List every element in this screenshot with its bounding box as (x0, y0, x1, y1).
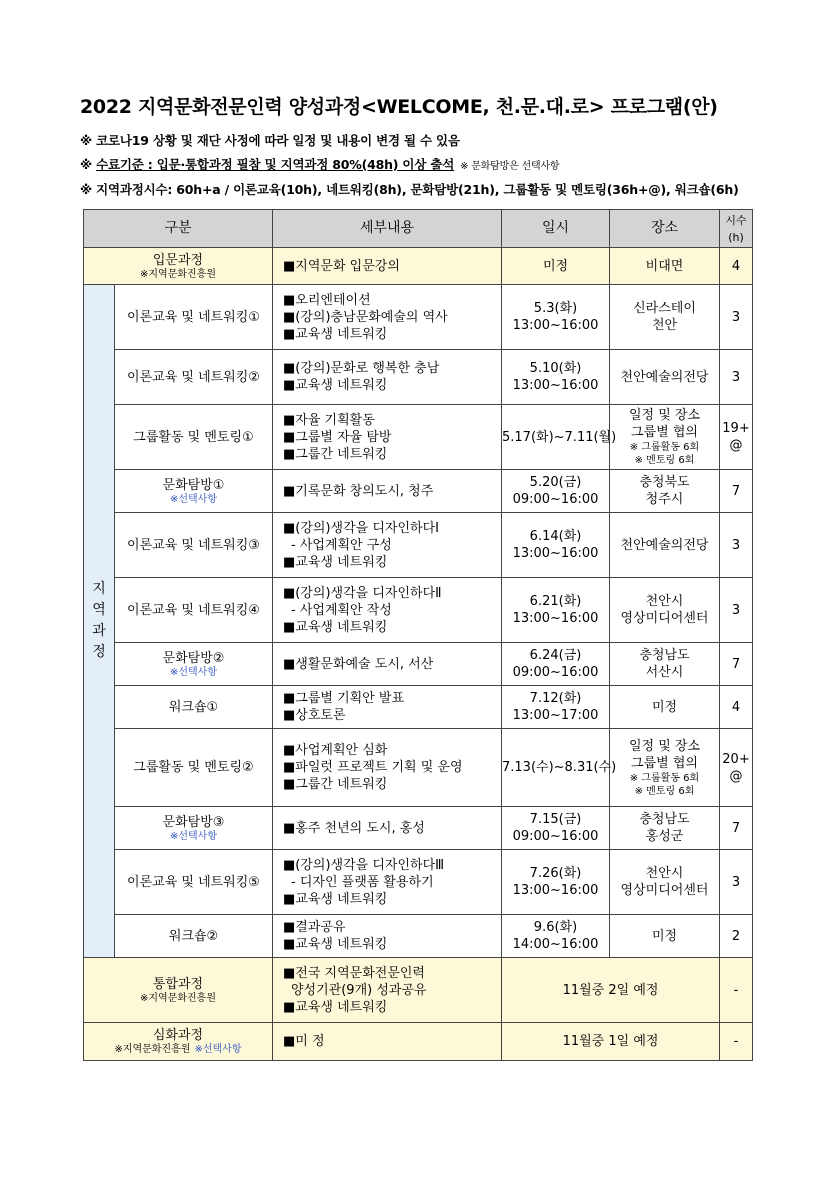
row-name: 워크숍① (168, 699, 219, 715)
detail-line: ■결과공유 (283, 920, 346, 935)
row-category (115, 729, 273, 807)
row-name: 이론교육 및 네트워킹③ (127, 537, 260, 553)
date-line: 13:00~16:00 (512, 611, 599, 626)
detail-line: ■교육생 네트워킹 (283, 326, 388, 342)
detail-line: ■(강의)생각을 디자인하다Ⅲ (283, 857, 445, 873)
row-name: 그룹활동 및 멘토링① (133, 429, 254, 445)
date-line: 09:00~16:00 (512, 829, 599, 844)
hours-line: @ (729, 438, 743, 453)
detail-line: ■그룹간 네트워킹 (283, 446, 388, 462)
row-detail (273, 578, 502, 643)
row-hours (720, 350, 753, 405)
row-category (115, 470, 273, 513)
row-category (115, 513, 273, 578)
row-name: 문화탐방③ (162, 814, 225, 830)
note-completion (80, 155, 559, 173)
integrated-sub: ※지역문화진흥원 (140, 992, 216, 1004)
detail-line: ■교육생 네트워킹 (283, 999, 388, 1015)
row-detail (273, 915, 502, 958)
detail-line: ■(강의)생각을 디자인하다Ⅱ (283, 585, 442, 601)
place-sub-line: ※ 그룹활동 6회 (629, 442, 700, 453)
place-line: 신라스테이 (633, 301, 696, 316)
date-line: 13:00~16:00 (512, 546, 599, 561)
intro-name: 입문과정 (152, 252, 204, 268)
row-date (502, 686, 610, 729)
place-line: 미정 (651, 699, 678, 715)
intro-date: 미정 (502, 248, 610, 285)
detail-line: ■상호토론 (283, 708, 346, 723)
table-header-row (84, 210, 753, 248)
date-line: 13:00~16:00 (512, 378, 599, 393)
table-row (84, 405, 753, 470)
table-row (84, 513, 753, 578)
header-detail: 세부내용 (273, 210, 502, 248)
row-place (610, 807, 720, 850)
place-line: 그룹별 협의 (631, 425, 698, 440)
note-hours: ※ 지역과정시수: 60h+a / 이론교육(10h), 네트워킹(8h), 문화탐방(21h), 그룹활동 및 멘토링(36h+@), 워크숍(6h) (80, 182, 739, 197)
row-place (610, 578, 720, 643)
row-date (502, 915, 610, 958)
hours-line: 3 (731, 537, 741, 553)
row-detail (273, 729, 502, 807)
row-sub: ※선택사항 (169, 493, 218, 505)
row-hours (720, 850, 753, 915)
date-line: 5.20(금) (529, 475, 582, 490)
detail-line: - 디자인 플랫폼 활용하기 (291, 874, 434, 890)
row-detail (273, 807, 502, 850)
row-detail (273, 513, 502, 578)
detail-line: ■생활문화예술 도시, 서산 (283, 656, 434, 672)
row-place (610, 915, 720, 958)
row-category (115, 578, 273, 643)
region-label-char: 정 (92, 644, 106, 660)
row-place (610, 513, 720, 578)
place-line: 일정 및 장소 (628, 408, 701, 423)
detail-line: ■홍주 천년의 도시, 홍성 (283, 820, 425, 836)
date-line: 13:00~16:00 (512, 883, 599, 898)
place-line: 충청남도 (639, 812, 690, 827)
date-line: 6.24(금) (529, 648, 582, 663)
detail-line: ■그룹별 자율 탐방 (283, 429, 392, 445)
date-line: 13:00~17:00 (512, 708, 599, 723)
row-hours (720, 470, 753, 513)
row-hours (720, 405, 753, 470)
table-row (84, 578, 753, 643)
date-line: 13:00~16:00 (512, 318, 599, 333)
table-row-advanced (84, 1023, 753, 1061)
hours-line: 3 (731, 602, 741, 618)
detail-line: ■교육생 네트워킹 (283, 378, 388, 393)
table-row (84, 850, 753, 915)
row-place (610, 729, 720, 807)
row-date (502, 513, 610, 578)
hours-line: 3 (731, 369, 741, 385)
detail-line: 양성기관(9개) 성과공유 (291, 982, 427, 998)
detail-line: - 사업계획안 작성 (291, 602, 392, 618)
table-row (84, 470, 753, 513)
place-line: 천안시 (645, 594, 684, 609)
note-completion-main: 수료기준 : 입문·통합과정 필참 및 지역과정 80%(48h) 이상 출석 (96, 157, 455, 172)
detail-line: ■오리엔테이션 (283, 292, 371, 308)
table-row-integrated (84, 958, 753, 1023)
integrated-hours: - (720, 958, 753, 1023)
detail-line: ■교육생 네트워킹 (283, 554, 388, 570)
row-date (502, 350, 610, 405)
row-name: 이론교육 및 네트워킹① (127, 309, 260, 325)
advanced-date: 11월중 1일 예정 (502, 1023, 720, 1061)
row-place (610, 686, 720, 729)
header-category: 구분 (84, 210, 273, 248)
row-place (610, 850, 720, 915)
row-hours (720, 643, 753, 686)
row-detail (273, 470, 502, 513)
place-line: 충청남도 (639, 648, 690, 663)
intro-hours: 4 (720, 248, 753, 285)
table-row (84, 285, 753, 350)
row-category (115, 915, 273, 958)
date-line: 7.12(화) (529, 691, 582, 706)
hours-line: 7 (731, 820, 741, 836)
detail-line: ■교육생 네트워킹 (283, 619, 388, 635)
table-row (84, 686, 753, 729)
row-hours (720, 513, 753, 578)
row-hours (720, 686, 753, 729)
region-label-char: 역 (92, 602, 106, 618)
row-detail (273, 686, 502, 729)
place-line: 청주시 (645, 492, 684, 507)
place-line: 영상미디어센터 (620, 611, 709, 626)
row-date (502, 285, 610, 350)
hours-line: 2 (731, 928, 741, 944)
table-row (84, 643, 753, 686)
table-row-intro (84, 248, 753, 285)
row-category (115, 405, 273, 470)
row-name: 그룹활동 및 멘토링② (133, 760, 254, 775)
row-date (502, 643, 610, 686)
place-sub-line: ※ 그룹활동 6회 (629, 772, 700, 784)
intro-place: 비대면 (610, 248, 720, 285)
detail-line: ■사업계획안 심화 (283, 743, 388, 758)
row-name: 문화탐방① (162, 477, 225, 493)
row-date (502, 807, 610, 850)
detail-line: ■전국 지역문화전문인력 (283, 965, 425, 981)
hours-line: 7 (731, 483, 741, 499)
place-line: 천안 (651, 318, 678, 333)
table-row (84, 915, 753, 958)
row-hours (720, 915, 753, 958)
note-completion-prefix: ※ (80, 157, 97, 172)
row-place (610, 405, 720, 470)
date-line: 14:00~16:00 (512, 937, 599, 952)
advanced-name: 심화과정 (152, 1028, 204, 1043)
integrated-date: 11월중 2일 예정 (502, 958, 720, 1023)
row-place (610, 470, 720, 513)
advanced-sub2: ※선택사항 (194, 1044, 242, 1055)
date-line: 6.14(화) (529, 529, 582, 544)
date-line: 5.10(화) (529, 361, 582, 376)
hours-line: 20+ (722, 751, 750, 767)
place-line: 충청북도 (639, 475, 690, 490)
detail-line: ■그룹별 기획안 발표 (283, 691, 405, 706)
row-name: 워크숍② (168, 928, 219, 944)
place-sub-line: ※ 멘토링 6회 (634, 785, 695, 797)
row-date (502, 850, 610, 915)
date-line: 9.6(화) (533, 920, 578, 935)
row-sub: ※선택사항 (169, 666, 218, 678)
row-place (610, 285, 720, 350)
place-line: 영상미디어센터 (620, 883, 709, 898)
table-row (84, 350, 753, 405)
place-line: 일정 및 장소 (628, 738, 701, 754)
date-line: 5.3(화) (533, 301, 578, 316)
intro-detail: ■지역문화 입문강의 (273, 248, 502, 285)
detail-line: ■그룹간 네트워킹 (283, 777, 388, 792)
row-date (502, 729, 617, 807)
integrated-category (84, 958, 273, 1023)
intro-category (84, 248, 273, 285)
row-category (115, 807, 273, 850)
row-detail (273, 643, 502, 686)
row-category (115, 686, 273, 729)
row-name: 문화탐방② (162, 650, 225, 666)
detail-line: ■교육생 네트워킹 (283, 891, 388, 907)
row-name: 이론교육 및 네트워킹④ (127, 602, 260, 618)
date-line: 6.21(화) (529, 594, 582, 609)
place-line: 홍성군 (645, 829, 684, 844)
place-line: 천안예술의전당 (620, 369, 709, 385)
hours-line: 3 (731, 874, 741, 890)
row-category (115, 850, 273, 915)
date-line: 5.17(화)~7.11(월) (502, 429, 617, 445)
row-name: 이론교육 및 네트워킹⑤ (127, 874, 260, 890)
intro-sub: ※지역문화진흥원 (140, 268, 216, 280)
date-line: 7.15(금) (529, 812, 582, 827)
note-completion-small: ※ 문화탐방은 선택사항 (460, 161, 560, 172)
row-category (115, 350, 273, 405)
hours-line: 19+ (722, 421, 750, 436)
row-category (115, 643, 273, 686)
place-line: 천안시 (645, 866, 684, 881)
detail-line: - 사업계획안 구성 (291, 537, 392, 553)
row-name: 이론교육 및 네트워킹② (127, 369, 260, 385)
advanced-category (84, 1023, 273, 1061)
row-date (502, 470, 610, 513)
header-place: 장소 (610, 210, 720, 248)
place-line: 그룹별 협의 (631, 755, 698, 771)
row-place (610, 350, 720, 405)
header-date: 일시 (502, 210, 610, 248)
row-hours (720, 285, 753, 350)
page-title: 2022 지역문화전문인력 양성과정<WELCOME, 천.문.대.로> 프로그램(안) (80, 96, 718, 118)
hours-line: 4 (731, 699, 741, 715)
integrated-name: 통합과정 (152, 976, 204, 992)
row-sub: ※선택사항 (169, 830, 218, 842)
region-label-cell (84, 285, 115, 958)
advanced-sub-line (84, 1044, 272, 1056)
header-hours: 시수(h) (720, 210, 753, 248)
table-row (84, 807, 753, 850)
detail-line: ■(강의)생각을 디자인하다Ⅰ (283, 520, 439, 536)
detail-line: ■기록문화 창의도시, 청주 (283, 483, 434, 499)
region-label-char: 지 (92, 581, 106, 597)
row-category (115, 285, 273, 350)
detail-line: ■(강의)충남문화예술의 역사 (283, 309, 448, 325)
row-detail (273, 350, 502, 405)
date-line: 09:00~16:00 (512, 665, 599, 680)
table-row (84, 729, 753, 807)
row-detail (273, 405, 502, 470)
program-table (83, 209, 753, 1061)
region-label-char: 과 (92, 623, 106, 639)
date-line: 7.26(화) (529, 866, 582, 881)
row-date (502, 405, 617, 470)
integrated-detail (273, 958, 502, 1023)
row-hours (720, 729, 753, 807)
place-sub-line: ※ 멘토링 6회 (634, 455, 695, 466)
row-date (502, 578, 610, 643)
row-detail (273, 850, 502, 915)
row-detail (273, 285, 502, 350)
advanced-sub: ※지역문화진흥원 (114, 1044, 191, 1055)
detail-line: ■파일럿 프로젝트 기획 및 운영 (283, 760, 463, 775)
date-line: 7.13(수)~8.31(수) (502, 760, 617, 775)
hours-line: 3 (731, 309, 741, 325)
detail-line: ■미 정 (283, 1034, 325, 1049)
advanced-hours: - (720, 1023, 753, 1061)
row-hours (720, 807, 753, 850)
hours-line: 7 (731, 656, 741, 672)
note-covid: ※ 코로나19 상황 및 재단 사정에 따라 일정 및 내용이 변경 될 수 있음 (80, 133, 460, 148)
row-hours (720, 578, 753, 643)
date-line: 09:00~16:00 (512, 492, 599, 507)
hours-line: @ (729, 768, 743, 784)
place-line: 천안예술의전당 (620, 537, 709, 553)
place-line: 미정 (651, 928, 678, 944)
detail-line: ■자율 기획활동 (283, 412, 375, 428)
detail-line: ■(강의)문화로 행복한 충남 (283, 361, 440, 376)
row-place (610, 643, 720, 686)
advanced-detail (273, 1023, 502, 1061)
place-line: 서산시 (645, 665, 684, 680)
detail-line: ■교육생 네트워킹 (283, 937, 388, 952)
